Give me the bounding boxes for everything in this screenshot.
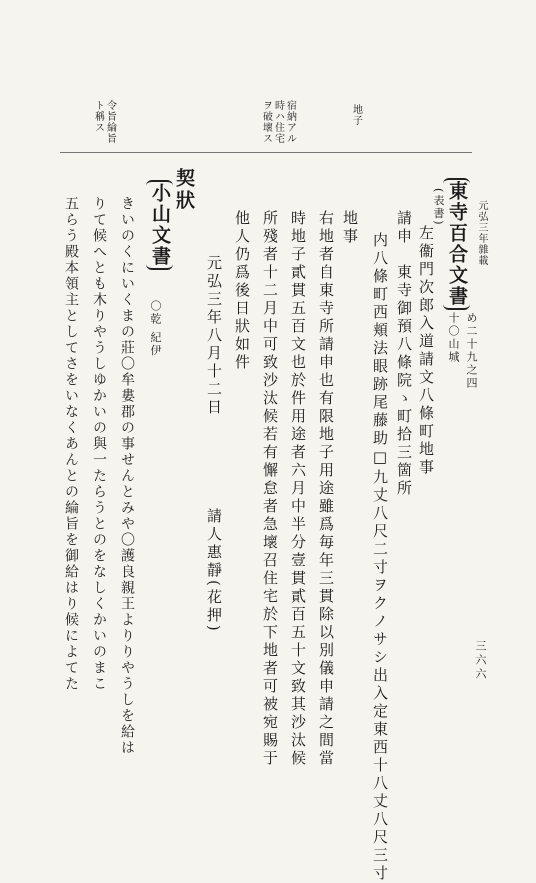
section-heading: 契狀 [173, 168, 195, 212]
document-reference-3: 〇乾 紀伊 [149, 300, 162, 358]
document-date: 元弘三年八月十二日 [205, 255, 223, 417]
text-line: きいのくにいくまの莊〇牟婁郡の事せんとみや〇護良親王よりりやうしを給は [119, 196, 135, 756]
text-line: 五らう殿本領主としてさをいなくあんとの綸旨を御給はり候によてた [63, 196, 79, 692]
header-rule [60, 152, 472, 153]
text-line: 内八條町西頬法眼跡尾藤助□九丈八尺二寸ヲクノサシ出入定東西十八丈八尺三寸 [371, 232, 389, 883]
margin-note-4: ヲ破壞ス [260, 100, 272, 144]
margin-note-6: ト稱ス [92, 100, 104, 133]
text-line: 請申 東寺御預八條院ゝ町拾三箇所 [395, 210, 413, 498]
document-title-2: 小山文書 [146, 180, 173, 270]
document-title: 東寺百合文書 [443, 178, 470, 310]
margin-note-5: 令旨綸旨 [104, 100, 116, 144]
document-reference: め二十九之四 [465, 312, 478, 390]
running-title: 元弘三年雜載 [476, 200, 487, 266]
text-line: りて候へとも木りやうしゆかいの與一たらうとのをなしくかいのまこ [91, 196, 107, 692]
text-line: 時地子貳貫五百文也於件用途者六月中半分壹貫貳百五十文致其沙汰候 [289, 210, 307, 768]
text-line: 左衞門次郎入道請文八條町地事 [417, 225, 435, 477]
margin-note-1: 地子 [350, 104, 362, 126]
cover-label: (表書) [432, 188, 445, 227]
document-reference-2: 十〇山城 [447, 312, 460, 364]
text-line: 右地者自東寺所請申也有限地子用途雖爲毎年三貫除以別儀申請之間當 [317, 210, 335, 768]
text-line: 地事 [341, 210, 359, 246]
margin-note-2: 宿納アル [284, 100, 296, 144]
margin-note-3: 時ハ住宅 [272, 100, 284, 144]
text-line: 他人仍爲後日狀如件 [233, 210, 251, 372]
text-line: 所殘者十二月中可致沙汰候若有懈怠者急壞召住宅於下地者可被宛賜于 [261, 210, 279, 768]
signature: 請人惠靜(花押) [205, 508, 223, 634]
page-number: 三六六 [474, 640, 487, 682]
